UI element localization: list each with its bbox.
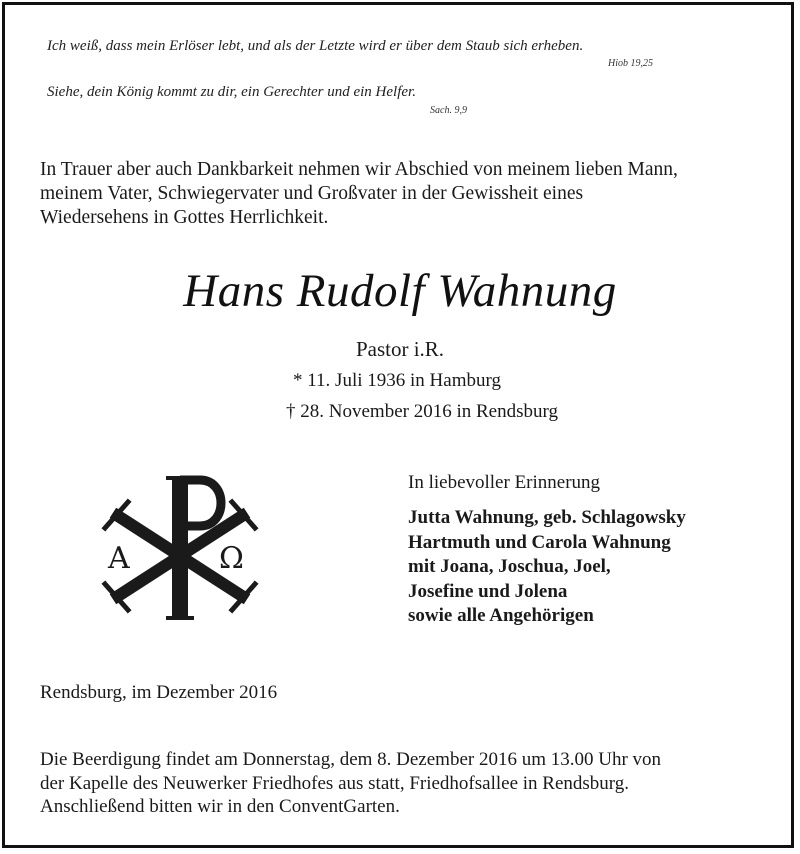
deceased-title: Pastor i.R. <box>355 337 445 361</box>
mourner-line: Josefine und Jolena <box>408 580 568 602</box>
memory-heading: In liebevoller Erinnerung <box>408 472 601 493</box>
funeral-line: Anschließend bitten wir in den ConventGarten. <box>40 796 400 817</box>
intro-line: meinem Vater, Schwiegervater und Großvater in der Gewissheit eines <box>40 183 584 204</box>
death-line: † 28. November 2016 in Rendsburg <box>286 401 558 422</box>
funeral-line: Die Beerdigung findet am Donnerstag, dem 8. Dezember 2016 um 13.00 Uhr von <box>40 749 662 770</box>
mourner-line: Jutta Wahnung, geb. Schlagowsky <box>408 507 686 528</box>
mourners-list <box>408 506 686 629</box>
mourner-line: Hartmuth und Carola Wahnung <box>408 531 671 553</box>
intro-line: Wiedersehens in Gottes Herrlichkeit. <box>40 207 329 228</box>
mourner-line: mit Joana, Joschua, Joel, <box>408 556 611 577</box>
intro-paragraph <box>40 158 780 230</box>
verse-reference-2: Sach. 9,9 <box>430 105 467 116</box>
mourner-line: sowie alle Angehörigen <box>408 605 594 626</box>
verse-reference-1: Hiob 19,25 <box>608 58 653 69</box>
chi-rho-alpha-omega-icon <box>100 470 260 622</box>
birth-line: * 11. Juli 1936 in Hamburg <box>293 370 501 391</box>
alpha-letter: A <box>108 541 130 576</box>
omega-letter: Ω <box>219 541 244 576</box>
deceased-name: Hans Rudolf Wahnung <box>183 265 617 317</box>
bible-verse-2: Siehe, dein König kommt zu dir, ein Gerechter und ein Helfer. <box>47 84 416 100</box>
bible-verse-1: Ich weiß, dass mein Erlöser lebt, und als der Letzte wird er über dem Staub sich erheben. <box>47 38 584 54</box>
funeral-line: der Kapelle des Neuwerker Friedhofes aus statt, Friedhofsallee in Rendsburg. <box>40 772 630 794</box>
notice-border <box>2 2 794 848</box>
funeral-info <box>40 748 661 819</box>
place-date: Rendsburg, im Dezember 2016 <box>40 682 278 703</box>
intro-line: In Trauer aber auch Dankbarkeit nehmen wir Abschied von meinem lieben Mann, <box>40 159 678 180</box>
